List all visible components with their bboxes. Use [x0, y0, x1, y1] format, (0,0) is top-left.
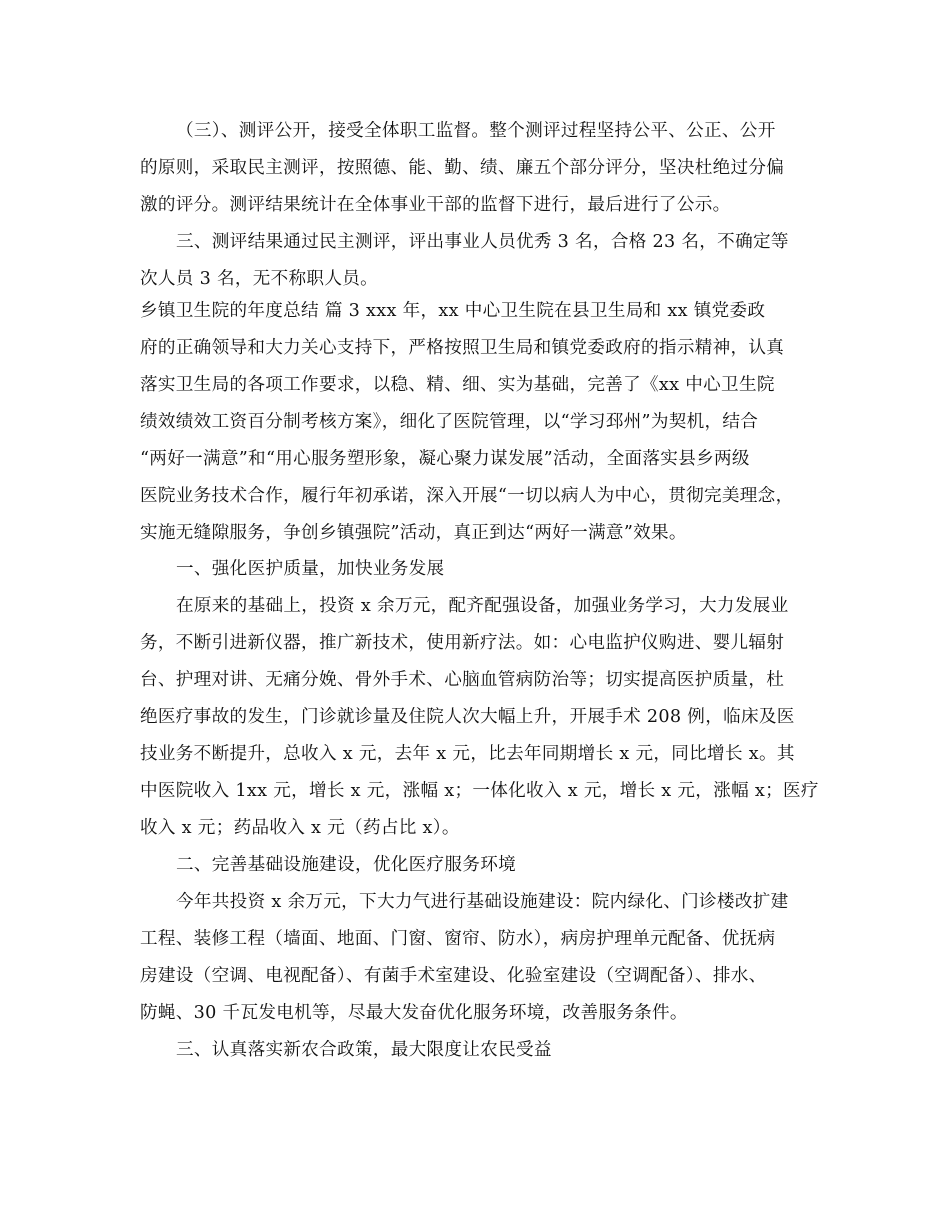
- paragraph-line: 实施无缝隙服务，争创乡镇强院”活动，真正到达“两好一满意”效果。: [140, 523, 687, 543]
- paragraph-line: 落实卫生局的各项工作要求，以稳、精、细、实为基础，完善了《xx 中心卫生院: [140, 375, 775, 395]
- paragraph-line: 中医院收入 1xx 元，增长 x 元，涨幅 x；一体化收入 x 元，增长 x 元，涨幅 x；医疗: [140, 781, 819, 801]
- paragraph-line: 府的正确领导和大力关心支持下，严格按照卫生局和镇党委政府的指示精神，认真: [140, 338, 785, 358]
- paragraph-line: （三）、测评公开，接受全体职工监督。整个测评过程坚持公平、公正、公开: [176, 121, 776, 141]
- heading-line: 三、认真落实新农合政策，最大限度让农民受益: [176, 1040, 552, 1060]
- paragraph-line: 的原则，采取民主测评，按照德、能、勤、绩、廉五个部分评分，坚决杜绝过分偏: [140, 158, 785, 178]
- section-title-line: 乡镇卫生院的年度总结 篇 3 xxx 年，xx 中心卫生院在县卫生局和 xx 镇党委政: [140, 301, 766, 321]
- paragraph-line: 技业务不断提升，总收入 x 元，去年 x 元，比去年同期增长 x 元，同比增长 x。其: [140, 744, 795, 764]
- paragraph-line: “两好一满意”和“用心服务塑形象，凝心聚力谋发展”活动，全面落实县乡两级: [140, 449, 750, 469]
- paragraph-line: 绩效绩效工资百分制考核方案》，细化了医院管理，以“学习邳州”为契机，结合: [140, 412, 759, 432]
- paragraph-line: 收入 x 元；药品收入 x 元（药占比 x）。: [140, 818, 460, 838]
- paragraph-line: 医院业务技术合作，履行年初承诺，深入开展“一切以病人为中心，贯彻完美理念，: [140, 486, 794, 506]
- paragraph-line: 激的评分。测评结果统计在全体事业干部的监督下进行，最后进行了公示。: [140, 195, 731, 215]
- paragraph-line: 在原来的基础上，投资 x 余万元，配齐配强设备，加强业务学习，大力发展业: [176, 596, 789, 616]
- paragraph-line: 务，不断引进新仪器，推广新技术，使用新疗法。如：心电监护仪购进、婴儿辐射: [140, 633, 785, 653]
- paragraph-line: 三、测评结果通过民主测评，评出事业人员优秀 3 名，合格 23 名，不确定等: [176, 232, 789, 252]
- heading-line: 一、强化医护质量，加快业务发展: [176, 559, 445, 579]
- paragraph-line: 次人员 3 名，无不称职人员。: [140, 269, 379, 289]
- heading-line: 二、完善基础设施建设，优化医疗服务环境: [176, 855, 516, 875]
- paragraph-line: 今年共投资 x 余万元，下大力气进行基础设施建设：院内绿化、门诊楼改扩建: [176, 892, 789, 912]
- paragraph-line: 绝医疗事故的发生，门诊就诊量及住院人次大幅上升，开展手术 208 例，临床及医: [140, 707, 795, 727]
- paragraph-line: 防蝇、30 千瓦发电机等，尽最大发奋优化服务环境，改善服务条件。: [140, 1003, 688, 1023]
- paragraph-line: 房建设（空调、电视配备）、有菌手术室建设、化验室建设（空调配备）、排水、: [140, 966, 767, 986]
- paragraph-line: 台、护理对讲、无痛分娩、骨外手术、心脑血管病防治等；切实提高医护质量，杜: [140, 670, 785, 690]
- paragraph-line: 工程、装修工程（墙面、地面、门窗、窗帘、防水），病房护理单元配备、优抚病: [140, 929, 776, 949]
